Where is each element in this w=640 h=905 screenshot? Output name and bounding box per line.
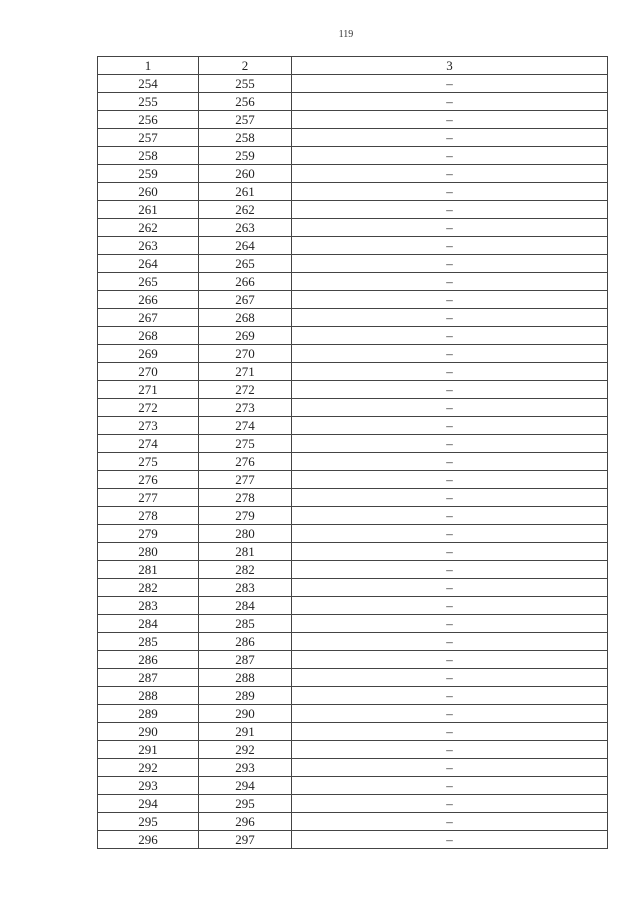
table-cell-col-1: 288	[98, 687, 199, 705]
table-cell-col-3: –	[292, 687, 608, 705]
table-cell-col-2: 275	[199, 435, 292, 453]
table-cell-col-1: 273	[98, 417, 199, 435]
table-cell-col-1: 286	[98, 651, 199, 669]
table-cell-col-1: 265	[98, 273, 199, 291]
table-cell-col-2: 264	[199, 237, 292, 255]
table-cell-col-3: –	[292, 345, 608, 363]
table-cell-col-2: 293	[199, 759, 292, 777]
column-header-3: 3	[292, 57, 608, 75]
table-cell-col-3: –	[292, 273, 608, 291]
table-cell-col-2: 274	[199, 417, 292, 435]
table-row	[98, 219, 608, 237]
table-cell-col-1: 295	[98, 813, 199, 831]
table-row	[98, 327, 608, 345]
table-cell-col-3: –	[292, 165, 608, 183]
table-row	[98, 669, 608, 687]
table-cell-col-3: –	[292, 363, 608, 381]
table-row	[98, 165, 608, 183]
table-cell-col-2: 277	[199, 471, 292, 489]
table-row	[98, 633, 608, 651]
table-cell-col-2: 255	[199, 75, 292, 93]
table-cell-col-3: –	[292, 309, 608, 327]
table-cell-col-1: 275	[98, 453, 199, 471]
table-cell-col-1: 287	[98, 669, 199, 687]
table-cell-col-2: 291	[199, 723, 292, 741]
table-cell-col-1: 285	[98, 633, 199, 651]
table-cell-col-2: 288	[199, 669, 292, 687]
table-cell-col-2: 270	[199, 345, 292, 363]
table-cell-col-3: –	[292, 183, 608, 201]
table-cell-col-3: –	[292, 669, 608, 687]
table-row	[98, 597, 608, 615]
table-cell-col-2: 258	[199, 129, 292, 147]
table-cell-col-2: 297	[199, 831, 292, 849]
table-row	[98, 705, 608, 723]
table-cell-col-3: –	[292, 417, 608, 435]
table-row	[98, 435, 608, 453]
table-row	[98, 183, 608, 201]
table-row	[98, 381, 608, 399]
page-number: 119	[338, 29, 354, 40]
table-cell-col-1: 256	[98, 111, 199, 129]
table-cell-col-1: 289	[98, 705, 199, 723]
table-cell-col-2: 260	[199, 165, 292, 183]
table-body	[98, 75, 608, 849]
table-row	[98, 723, 608, 741]
table-cell-col-2: 281	[199, 543, 292, 561]
table-row	[98, 687, 608, 705]
table-cell-col-1: 292	[98, 759, 199, 777]
table-cell-col-2: 263	[199, 219, 292, 237]
table-cell-col-1: 272	[98, 399, 199, 417]
table-cell-col-1: 254	[98, 75, 199, 93]
table-row	[98, 759, 608, 777]
table-cell-col-1: 280	[98, 543, 199, 561]
table-row	[98, 273, 608, 291]
table-cell-col-3: –	[292, 741, 608, 759]
table-cell-col-1: 283	[98, 597, 199, 615]
table-cell-col-1: 264	[98, 255, 199, 273]
table-cell-col-1: 296	[98, 831, 199, 849]
table-cell-col-1: 274	[98, 435, 199, 453]
table-cell-col-1: 291	[98, 741, 199, 759]
table-row	[98, 237, 608, 255]
table-row	[98, 561, 608, 579]
table-cell-col-1: 260	[98, 183, 199, 201]
table-cell-col-2: 266	[199, 273, 292, 291]
table-cell-col-2: 283	[199, 579, 292, 597]
table-cell-col-2: 273	[199, 399, 292, 417]
table-cell-col-3: –	[292, 759, 608, 777]
table-cell-col-1: 271	[98, 381, 199, 399]
table-cell-col-2: 262	[199, 201, 292, 219]
table-row	[98, 813, 608, 831]
table-row	[98, 795, 608, 813]
table-cell-col-3: –	[292, 525, 608, 543]
table-cell-col-3: –	[292, 507, 608, 525]
table-cell-col-2: 256	[199, 93, 292, 111]
table-cell-col-3: –	[292, 723, 608, 741]
table-cell-col-2: 272	[199, 381, 292, 399]
table-cell-col-3: –	[292, 651, 608, 669]
table-row	[98, 489, 608, 507]
table-row	[98, 291, 608, 309]
table-cell-col-3: –	[292, 201, 608, 219]
table-cell-col-2: 276	[199, 453, 292, 471]
table-cell-col-3: –	[292, 795, 608, 813]
table-cell-col-2: 267	[199, 291, 292, 309]
table-cell-col-1: 267	[98, 309, 199, 327]
table-cell-col-1: 294	[98, 795, 199, 813]
table-cell-col-2: 261	[199, 183, 292, 201]
table-row	[98, 543, 608, 561]
table-header	[98, 57, 608, 75]
table-cell-col-2: 279	[199, 507, 292, 525]
table-row	[98, 741, 608, 759]
table-row	[98, 399, 608, 417]
table-cell-col-3: –	[292, 327, 608, 345]
table-cell-col-2: 259	[199, 147, 292, 165]
table-row	[98, 471, 608, 489]
table-cell-col-3: –	[292, 111, 608, 129]
table-row	[98, 255, 608, 273]
table-cell-col-1: 278	[98, 507, 199, 525]
table-cell-col-3: –	[292, 489, 608, 507]
table-cell-col-3: –	[292, 615, 608, 633]
table-row	[98, 417, 608, 435]
table-row	[98, 75, 608, 93]
table-cell-col-1: 257	[98, 129, 199, 147]
table-row	[98, 201, 608, 219]
table-cell-col-3: –	[292, 237, 608, 255]
table-cell-col-1: 262	[98, 219, 199, 237]
table-cell-col-2: 294	[199, 777, 292, 795]
table-cell-col-2: 287	[199, 651, 292, 669]
table-row	[98, 363, 608, 381]
table-row	[98, 831, 608, 849]
table-cell-col-1: 281	[98, 561, 199, 579]
table-cell-col-3: –	[292, 255, 608, 273]
table-row	[98, 777, 608, 795]
table-cell-col-2: 278	[199, 489, 292, 507]
table-cell-col-2: 284	[199, 597, 292, 615]
table-cell-col-2: 269	[199, 327, 292, 345]
table-row	[98, 651, 608, 669]
table-row	[98, 147, 608, 165]
table-cell-col-3: –	[292, 453, 608, 471]
table-cell-col-3: –	[292, 291, 608, 309]
table-cell-col-2: 296	[199, 813, 292, 831]
table-row	[98, 525, 608, 543]
table-cell-col-3: –	[292, 471, 608, 489]
column-header-1: 1	[98, 57, 199, 75]
table-cell-col-3: –	[292, 543, 608, 561]
table-cell-col-1: 270	[98, 363, 199, 381]
table-cell-col-3: –	[292, 93, 608, 111]
table-cell-col-2: 290	[199, 705, 292, 723]
table-cell-col-3: –	[292, 633, 608, 651]
table-cell-col-2: 285	[199, 615, 292, 633]
table-row	[98, 111, 608, 129]
table-cell-col-2: 265	[199, 255, 292, 273]
table-cell-col-1: 255	[98, 93, 199, 111]
table-cell-col-3: –	[292, 147, 608, 165]
table-cell-col-1: 268	[98, 327, 199, 345]
table-cell-col-3: –	[292, 219, 608, 237]
table-cell-col-2: 282	[199, 561, 292, 579]
table-cell-col-3: –	[292, 75, 608, 93]
header-row	[98, 57, 608, 75]
table-cell-col-1: 269	[98, 345, 199, 363]
table-cell-col-3: –	[292, 813, 608, 831]
table-cell-col-3: –	[292, 597, 608, 615]
table-cell-col-1: 290	[98, 723, 199, 741]
table-cell-col-1: 293	[98, 777, 199, 795]
table-cell-col-3: –	[292, 777, 608, 795]
table-cell-col-2: 257	[199, 111, 292, 129]
table-cell-col-1: 276	[98, 471, 199, 489]
table-cell-col-1: 284	[98, 615, 199, 633]
table-cell-col-2: 280	[199, 525, 292, 543]
table-cell-col-2: 295	[199, 795, 292, 813]
table-cell-col-3: –	[292, 561, 608, 579]
table-cell-col-1: 261	[98, 201, 199, 219]
table-cell-col-1: 279	[98, 525, 199, 543]
data-table	[97, 56, 608, 849]
table-cell-col-1: 263	[98, 237, 199, 255]
table-cell-col-1: 258	[98, 147, 199, 165]
table-cell-col-3: –	[292, 579, 608, 597]
table-row	[98, 345, 608, 363]
table-cell-col-1: 282	[98, 579, 199, 597]
table-row	[98, 129, 608, 147]
table-cell-col-2: 289	[199, 687, 292, 705]
table-row	[98, 579, 608, 597]
table-cell-col-2: 271	[199, 363, 292, 381]
table-cell-col-3: –	[292, 129, 608, 147]
table-cell-col-2: 286	[199, 633, 292, 651]
table-cell-col-3: –	[292, 705, 608, 723]
column-header-2: 2	[199, 57, 292, 75]
table-cell-col-3: –	[292, 381, 608, 399]
table-cell-col-2: 268	[199, 309, 292, 327]
table-cell-col-3: –	[292, 831, 608, 849]
table-row	[98, 615, 608, 633]
table-cell-col-3: –	[292, 399, 608, 417]
table-cell-col-3: –	[292, 435, 608, 453]
table-cell-col-1: 259	[98, 165, 199, 183]
table-cell-col-1: 266	[98, 291, 199, 309]
table-row	[98, 507, 608, 525]
table-row	[98, 93, 608, 111]
table-cell-col-1: 277	[98, 489, 199, 507]
table-row	[98, 453, 608, 471]
table-cell-col-2: 292	[199, 741, 292, 759]
table-row	[98, 309, 608, 327]
